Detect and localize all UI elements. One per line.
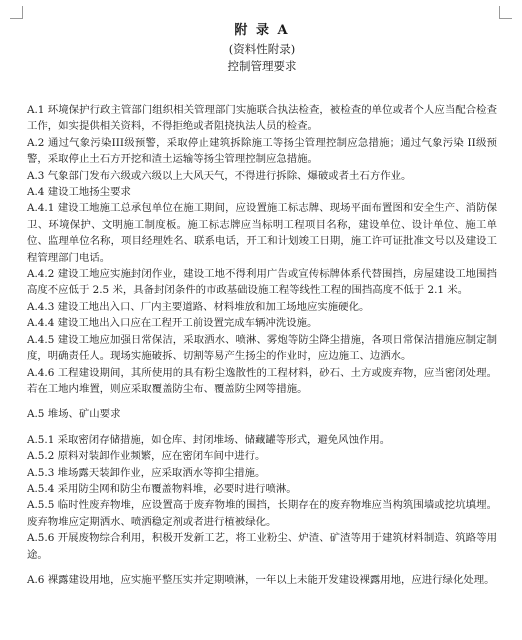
appendix-title: 附 录 A — [234, 23, 290, 38]
paragraph-a3: A.3 气象部门发布六级或六级以上大风天气，不得进行拆除、爆破或者土石方作业。 — [27, 169, 412, 182]
document-page — [27, 22, 497, 588]
document-body — [27, 102, 497, 588]
section-heading-a5: A.5 堆场、矿山要求 — [27, 408, 121, 421]
paragraph-a4-4: A.4.4 建设工地出入口应在工程开工前设置完成车辆冲洗设施。 — [27, 317, 318, 330]
paragraph-a5-6: A.5.6 开展废物综合利用，积极开发新工艺，将工业粉尘、炉渣、矿渣等用于建筑材料制造、筑路等用途。 — [27, 532, 497, 561]
paragraph-a5-5: A.5.5 临时性废弃物堆，应设置高于废弃物堆的围挡，长期存在的废弃物堆应当构筑围墙或挖坑填埋。废弃物堆应定期洒水、喷洒稳定剂或者进行植被绿化。 — [27, 499, 497, 528]
section-gap — [27, 397, 497, 406]
paragraph-a4-2: A.4.2 建设工地应实施封闭作业，建设工地不得利用广告或宣传标牌体系代替围挡，房屋建设工地围挡高度不应低于 2.5 米，具备封闭条件的市政基础设施工程等线性工程的围挡高度不低于 2.1 米。 — [27, 268, 497, 297]
appendix-heading: 控制管理要求 — [227, 59, 297, 73]
section-gap — [27, 563, 497, 572]
paragraph-a5-4: A.5.4 采用防尘网和防尘布覆盖物料堆，必要时进行喷淋。 — [27, 482, 297, 495]
section-heading-a4: A.4 建设工地扬尘要求 — [27, 186, 131, 199]
paragraph-a4-5: A.4.5 建设工地应加强日常保洁，采取洒水、喷淋、雾炮等防尘降尘措施，各项日常保洁措施应制定制度，明确责任人。现场实施破拆、切割等易产生扬尘的作业时，应边施工、边洒水。 — [27, 333, 497, 363]
paragraph-a5-1: A.5.1 采取密闭存储措施，如仓库、封闭堆场、储藏罐等形式，避免风蚀作用。 — [27, 433, 391, 446]
paragraph-a1: A.1 环境保护行政主管部门组织相关管理部门实施联合执法检查，被检查的单位或者个人应当配合检查工作，如实提供相关资料，不得拒绝或者阻挠执法人员的检查。 — [27, 104, 497, 133]
paragraph-a5-2: A.5.2 原料对装卸作业频繁，应在密闭车间中进行。 — [27, 450, 266, 463]
paragraph-a2: A.2 通过气象污染III级预警，采取停止建筑拆除施工等扬尘管理控制应急措施；通过气象污染 II级预警，采取停止土石方开挖和渣土运输等扬尘管理控制应急措施。 — [27, 136, 497, 166]
section-gap — [27, 423, 497, 432]
paragraph-a6: A.6 裸露建设用地，应实施平整压实并定期喷淋，一年以上未能开发建设裸露用地，应进行绿化处理。 — [27, 573, 495, 586]
paragraph-a4-1: A.4.1 建设工地施工总承包单位在施工期间，应设置施工标志牌、现场平面布置图和安全生产、消防保卫、环境保护、文明施工制度板。施工标志牌应当标明工程项目名称，建设单位、设计单位、施工单位、监理单位名称，项目经理姓名、联系电话，开工和计划竣工日期，施工许可证批准文号以及建设工程管理部门电话。 — [27, 202, 497, 264]
paragraph-a4-6: A.4.6 工程建设期间，其所使用的具有粉尘逸散性的工程材料，砂石、土方或废弃物，应当密闭处理。若在工地内堆置，则应采取覆盖防尘布、覆盖防尘网等措施。 — [27, 366, 497, 395]
paragraph-a4-3: A.4.3 建设工地出入口、厂内主要道路、材料堆放和加工场地应实施硬化。 — [27, 300, 370, 313]
appendix-subtitle: (资料性附录) — [228, 42, 296, 56]
page-corner-mark-right — [499, 6, 512, 19]
page-corner-mark-left — [10, 6, 23, 19]
paragraph-a5-3: A.5.3 堆场露天装卸作业，应采取洒水等抑尘措施。 — [27, 466, 266, 479]
